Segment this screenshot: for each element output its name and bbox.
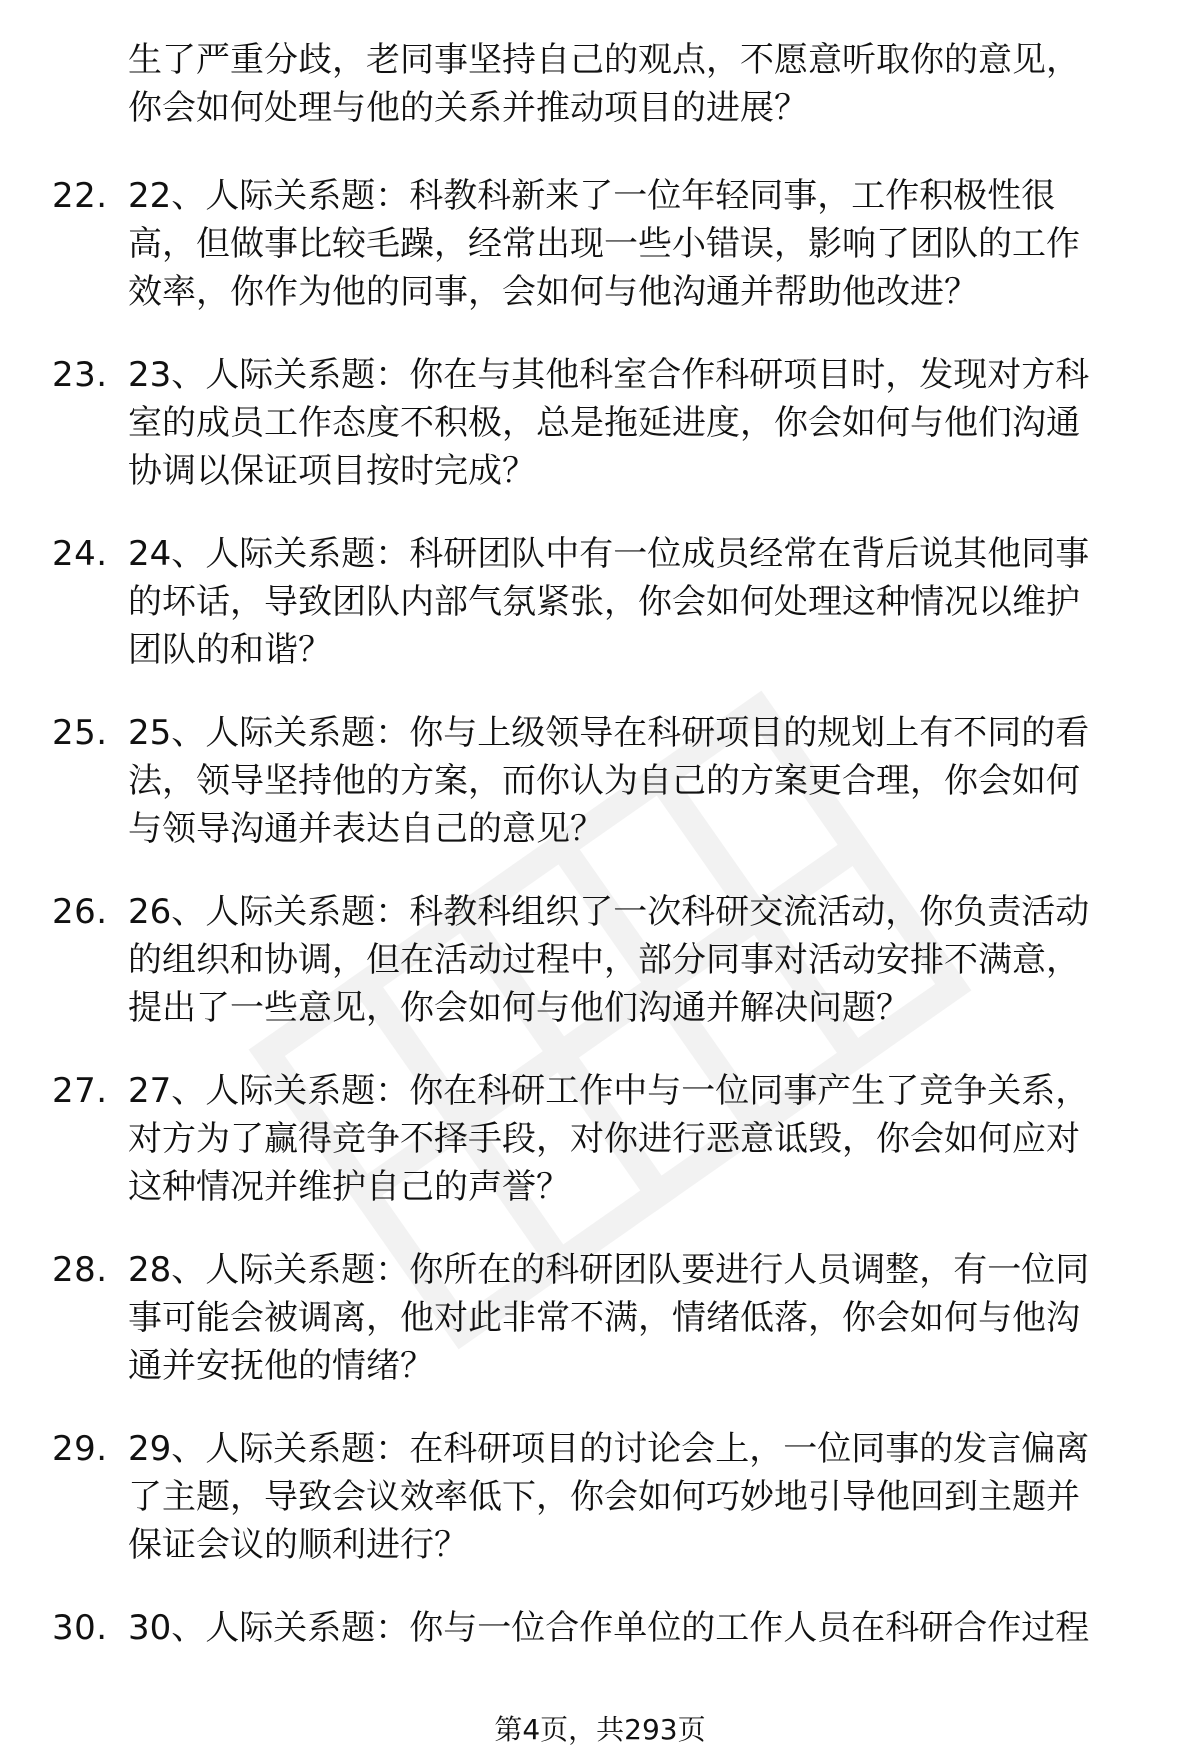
item-text xyxy=(128,709,1148,853)
item-text xyxy=(128,172,1148,316)
text-line: 高，但做事比较毛躁，经常出现一些小错误，影响了团队的工作 xyxy=(128,224,1080,264)
text-line: 协调以保证项目按时完成？ xyxy=(128,451,536,491)
text-line: 的坏话，导致团队内部气氛紧张，你会如何处理这种情况以维护 xyxy=(128,582,1080,622)
item-text xyxy=(128,1425,1148,1569)
item-text xyxy=(128,1246,1148,1390)
item-text xyxy=(128,1604,1148,1652)
text-line: 生了严重分歧，老同事坚持自己的观点，不愿意听取你的意见， xyxy=(128,40,1080,80)
text-line: 这种情况并维护自己的声誉？ xyxy=(128,1167,570,1207)
item-number: 23. xyxy=(52,355,108,395)
text-line: 通并安抚他的情绪？ xyxy=(128,1346,434,1386)
text-line: 23、人际关系题：你在与其他科室合作科研项目时，发现对方科 xyxy=(128,355,1090,395)
item-number: 27. xyxy=(52,1071,108,1111)
item-number: 22. xyxy=(52,176,108,216)
text-line: 了主题，导致会议效率低下，你会如何巧妙地引导他回到主题并 xyxy=(128,1477,1080,1517)
item-number: 24. xyxy=(52,534,108,574)
text-line: 28、人际关系题：你所在的科研团队要进行人员调整，有一位同 xyxy=(128,1250,1090,1290)
item-text xyxy=(128,530,1148,674)
item-number: 28. xyxy=(52,1250,108,1290)
item-number: 25. xyxy=(52,713,108,753)
continuation-text xyxy=(128,36,1148,132)
text-line: 30、人际关系题：你与一位合作单位的工作人员在科研合作过程 xyxy=(128,1608,1090,1648)
item-number: 29. xyxy=(52,1429,108,1469)
text-line: 室的成员工作态度不积极，总是拖延进度，你会如何与他们沟通 xyxy=(128,403,1080,443)
text-line: 22、人际关系题：科教科新来了一位年轻同事，工作积极性很 xyxy=(128,176,1056,216)
item-text xyxy=(128,351,1148,495)
item-text xyxy=(128,888,1148,1032)
text-line: 法，领导坚持他的方案，而你认为自己的方案更合理，你会如何 xyxy=(128,761,1080,801)
text-line: 27、人际关系题：你在科研工作中与一位同事产生了竞争关系， xyxy=(128,1071,1090,1111)
text-line: 效率，你作为他的同事，会如何与他沟通并帮助他改进？ xyxy=(128,272,978,312)
item-number: 30. xyxy=(52,1608,108,1648)
text-line: 29、人际关系题：在科研项目的讨论会上，一位同事的发言偏离 xyxy=(128,1429,1090,1469)
text-line: 团队的和谐？ xyxy=(128,630,332,670)
text-line: 你会如何处理与他的关系并推动项目的进展？ xyxy=(128,88,808,128)
text-line: 事可能会被调离，他对此非常不满，情绪低落，你会如何与他沟 xyxy=(128,1298,1080,1338)
item-text xyxy=(128,1067,1148,1211)
text-line: 25、人际关系题：你与上级领导在科研项目的规划上有不同的看 xyxy=(128,713,1090,753)
item-number: 26. xyxy=(52,892,108,932)
text-line: 保证会议的顺利进行？ xyxy=(128,1525,468,1565)
text-line: 提出了一些意见，你会如何与他们沟通并解决问题？ xyxy=(128,988,910,1028)
text-line: 的组织和协调，但在活动过程中，部分同事对活动安排不满意， xyxy=(128,940,1080,980)
page-footer: 第4页，共293页 xyxy=(494,1713,706,1746)
text-line: 26、人际关系题：科教科组织了一次科研交流活动，你负责活动 xyxy=(128,892,1090,932)
text-line: 24、人际关系题：科研团队中有一位成员经常在背后说其他同事 xyxy=(128,534,1090,574)
text-line: 对方为了赢得竞争不择手段，对你进行恶意诋毁，你会如何应对 xyxy=(128,1119,1080,1159)
text-line: 与领导沟通并表达自己的意见？ xyxy=(128,809,604,849)
